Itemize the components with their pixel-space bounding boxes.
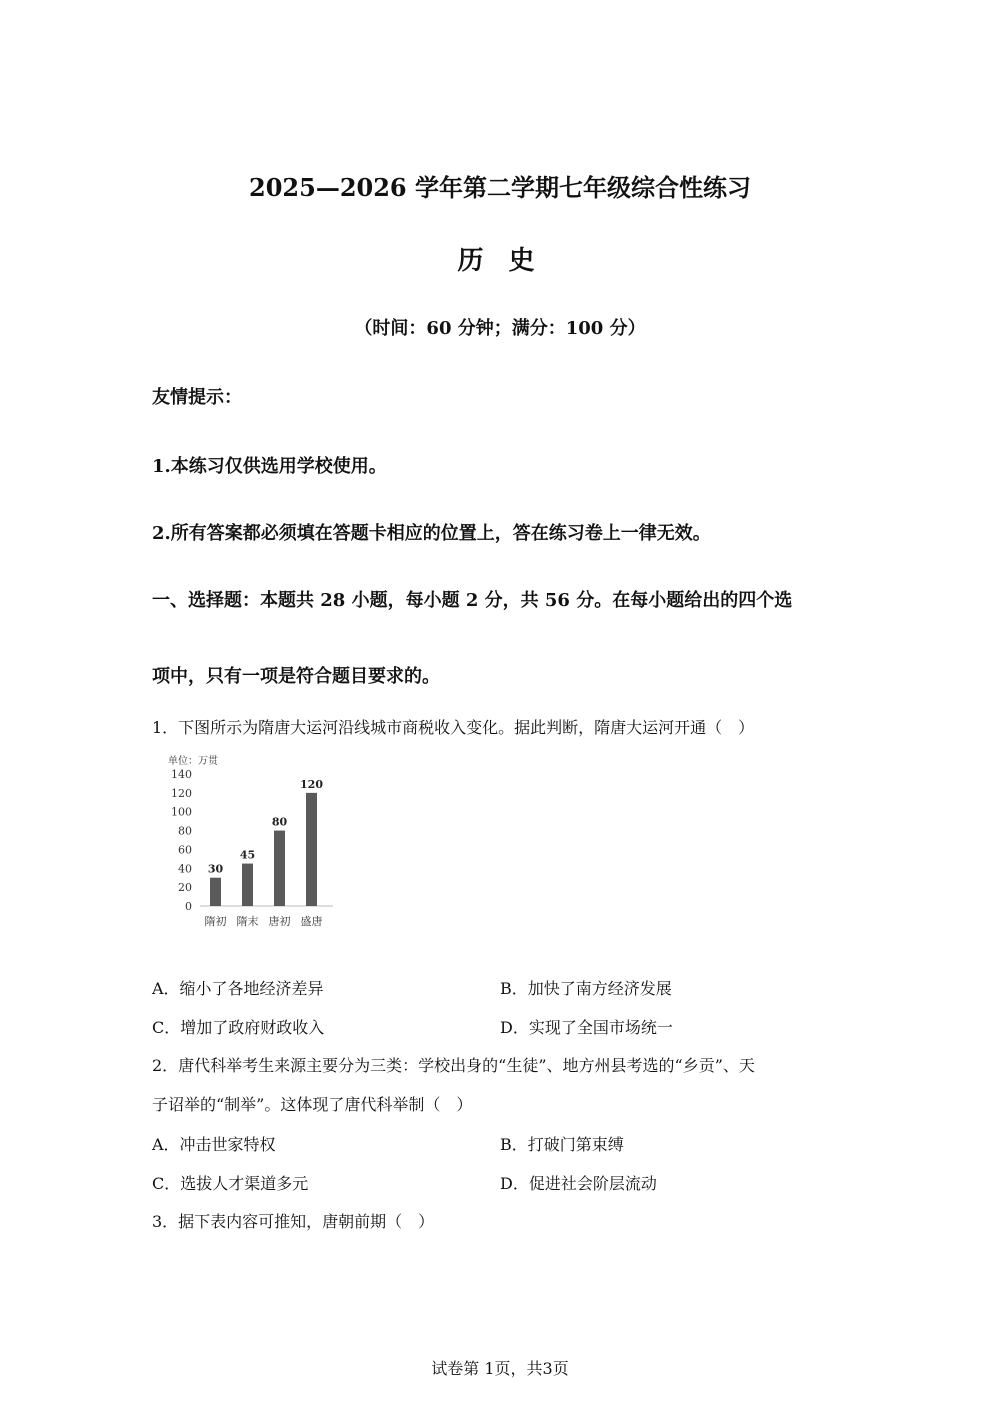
y-tick-label: 40 (178, 862, 192, 876)
x-tick-label: 隋末 (236, 915, 259, 928)
bar-value-label: 30 (207, 862, 224, 876)
bar-value-label: 120 (300, 777, 323, 791)
section-heading-line1: 一、选择题：本题共 28 小题，每小题 2 分，共 56 分。在每小题给出的四个选 (152, 590, 793, 611)
y-tick-label: 80 (178, 824, 192, 838)
question-1-option-a[interactable]: A．缩小了各地经济差异 (152, 979, 324, 998)
bar-value-label: 45 (239, 848, 256, 862)
y-tick-label: 140 (171, 768, 192, 781)
chart-bar (210, 878, 221, 906)
chart-bar (306, 793, 317, 906)
notice-heading: 友情提示： (152, 387, 242, 408)
x-tick-label: 唐初 (268, 915, 291, 928)
question-2-option-a[interactable]: A．冲击世家特权 (152, 1135, 276, 1154)
question-1-stem: 1．下图所示为隋唐大运河沿线城市商税收入变化。据此判断，隋唐大运河开通（ ） (152, 718, 755, 737)
question-1-option-d[interactable]: D．实现了全国市场统一 (500, 1018, 673, 1037)
chart-unit-label: 单位：万贯 (168, 756, 218, 767)
x-tick-label: 隋初 (204, 915, 227, 928)
question-3-stem: 3．据下表内容可推知，唐朝前期（ ） (152, 1212, 435, 1231)
notice-item-1: 1.本练习仅供选用学校使用。 (152, 456, 387, 477)
chart-bar (242, 864, 253, 906)
y-tick-label: 20 (178, 881, 192, 895)
y-tick-label: 100 (171, 805, 192, 819)
exam-meta: （时间：60 分钟；满分：100 分） (354, 318, 646, 339)
x-tick-label: 盛唐 (300, 915, 323, 928)
question-2-option-b[interactable]: B．打破门第束缚 (500, 1135, 624, 1154)
bar-value-label: 80 (271, 815, 288, 829)
exam-title: 2025—2026 学年第二学期七年级综合性练习 (249, 173, 751, 202)
y-tick-label: 0 (185, 900, 192, 913)
y-tick-label: 120 (171, 786, 192, 800)
question-1-bar-chart (158, 750, 348, 940)
y-tick-label: 60 (178, 843, 192, 857)
section-heading-line2: 项中，只有一项是符合题目要求的。 (152, 666, 440, 687)
question-2-option-d[interactable]: D．促进社会阶层流动 (500, 1174, 657, 1193)
question-2-option-c[interactable]: C．选拔人才渠道多元 (152, 1174, 309, 1193)
page-footer: 试卷第 1页，共3页 (431, 1359, 569, 1378)
question-2-stem-line2: 子诏举的“制举”。这体现了唐代科举制（ ） (152, 1095, 473, 1114)
question-1-option-b[interactable]: B．加快了南方经济发展 (500, 979, 672, 998)
notice-item-2: 2.所有答案都必须填在答题卡相应的位置上，答在练习卷上一律无效。 (152, 523, 711, 544)
question-1-option-c[interactable]: C．增加了政府财政收入 (152, 1018, 325, 1037)
chart-bar (274, 831, 285, 906)
question-2-stem-line1: 2．唐代科举考生来源主要分为三类：学校出身的“生徒”、地方州县考选的“乡贡”、天 (152, 1056, 755, 1075)
subject-title: 历 史 (457, 246, 543, 276)
